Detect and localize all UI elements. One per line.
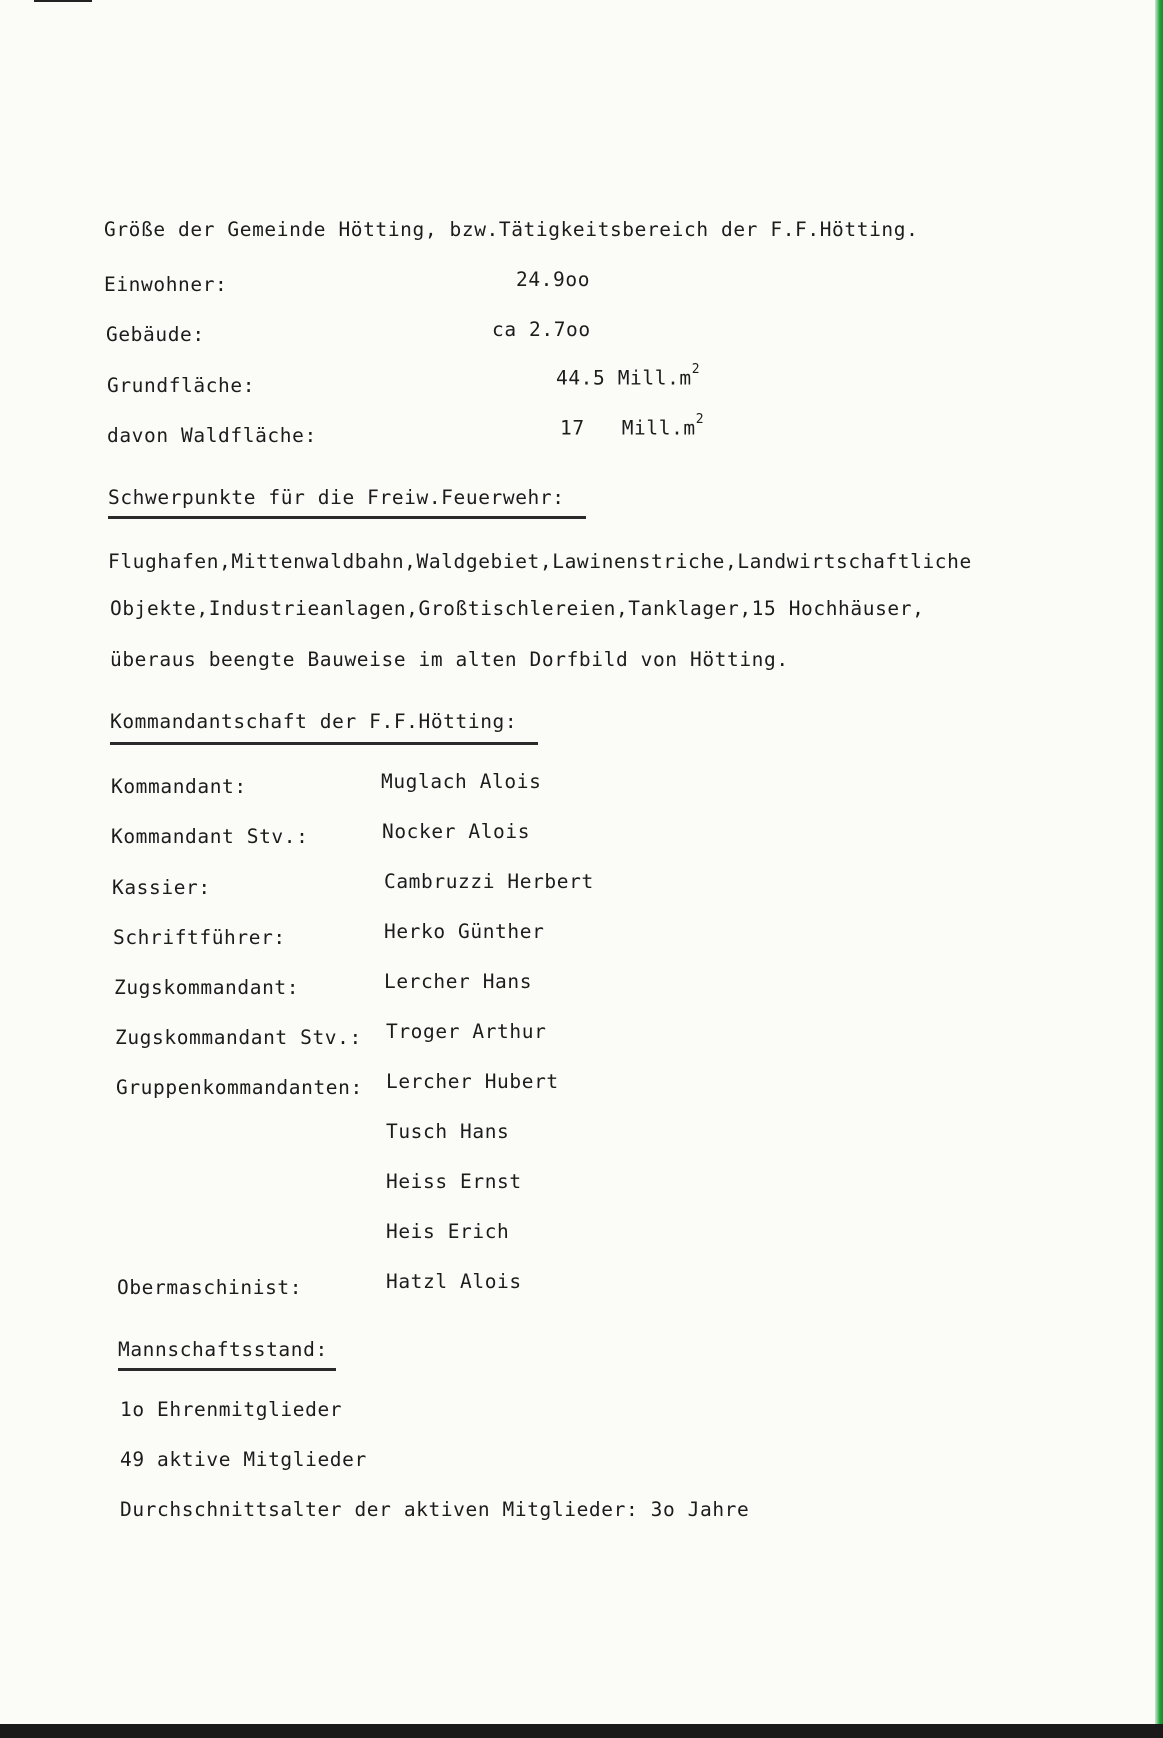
stat-label: Grundfläche: bbox=[107, 374, 256, 397]
stat-value: 44.5 $Mill.m^2$ bbox=[556, 362, 701, 390]
stat-value: 17 $Mill.m^2$ bbox=[560, 412, 705, 440]
member-name: Heiss Ernst bbox=[386, 1170, 522, 1193]
member-name: Muglach Alois bbox=[381, 770, 542, 793]
section-heading-schwerpunkte: Schwerpunkte für die Freiw.Feuerwehr: bbox=[108, 486, 565, 509]
member-name: Tusch Hans bbox=[386, 1120, 510, 1143]
role-label: Zugskommandant Stv.: bbox=[115, 1026, 362, 1049]
stat-value: ca 2.7oo bbox=[492, 318, 591, 341]
member-name: Lercher Hans bbox=[384, 970, 533, 993]
stat-label: Gebäude: bbox=[106, 323, 205, 346]
stat-label: Einwohner: bbox=[104, 273, 228, 296]
section-heading-kommandantschaft: Kommandantschaft der F.F.Hötting: bbox=[110, 710, 518, 733]
role-label: Kommandant: bbox=[111, 775, 247, 798]
role-label: Kommandant Stv.: bbox=[111, 825, 309, 848]
paragraph-line: Flughafen,Mittenwaldbahn,Waldgebiet,Lawinenstriche,Landwirtschaftliche bbox=[108, 550, 972, 573]
heading-underline bbox=[110, 742, 538, 745]
green-page-edge bbox=[1155, 0, 1163, 1738]
paragraph-line: Durchschnittsalter der aktiven Mitglieder: 3o Jahre bbox=[120, 1498, 750, 1521]
role-label: Schriftführer: bbox=[113, 926, 286, 949]
member-name: Cambruzzi Herbert bbox=[384, 870, 594, 893]
member-name: Lercher Hubert bbox=[386, 1070, 559, 1093]
stat-label: davon Waldfläche: bbox=[107, 424, 317, 447]
role-label: Gruppenkommandanten: bbox=[116, 1076, 363, 1099]
scan-bottom-edge bbox=[0, 1724, 1163, 1738]
role-label: Kassier: bbox=[112, 876, 211, 899]
member-name: Heis Erich bbox=[386, 1220, 510, 1243]
role-label: Obermaschinist: bbox=[117, 1276, 303, 1299]
document-title: Größe der Gemeinde Hötting, bzw.Tätigkeitsbereich der F.F.Hötting. bbox=[104, 218, 919, 241]
paragraph-line: überaus beengte Bauweise im alten Dorfbild von Hötting. bbox=[110, 648, 789, 671]
member-name: Herko Günther bbox=[384, 920, 545, 943]
section-heading-mannschaftsstand: Mannschaftsstand: bbox=[118, 1338, 328, 1361]
member-name: Nocker Alois bbox=[382, 820, 531, 843]
heading-underline bbox=[118, 1368, 336, 1371]
paragraph-line: 1o Ehrenmitglieder bbox=[120, 1398, 343, 1421]
member-name: Troger Arthur bbox=[386, 1020, 547, 1043]
stat-value: 24.9oo bbox=[516, 268, 591, 291]
role-label: Zugskommandant: bbox=[114, 976, 300, 999]
member-name: Hatzl Alois bbox=[386, 1270, 522, 1293]
heading-underline bbox=[108, 516, 586, 519]
scan-mark bbox=[34, 0, 92, 2]
paragraph-line: Objekte,Industrieanlagen,Großtischlereien,Tanklager,15 Hochhäuser, bbox=[110, 597, 925, 620]
paragraph-line: 49 aktive Mitglieder bbox=[120, 1448, 367, 1471]
